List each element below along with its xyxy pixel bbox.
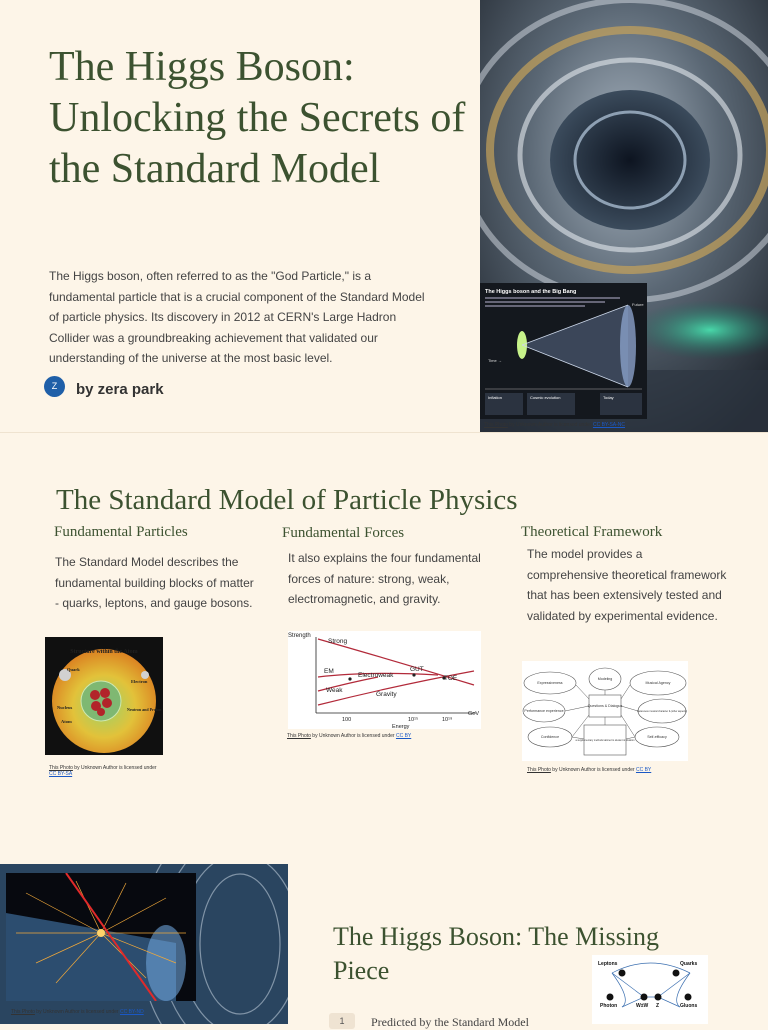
higgs-bigbang-inset [480, 283, 647, 419]
photo-credit-link[interactable]: This Photo [484, 422, 508, 428]
column-heading-particles: Fundamental Particles [54, 524, 188, 540]
photo-license-link[interactable]: CC BY-SA-NC [592, 422, 626, 428]
section-title: The Standard Model of Particle Physics [56, 484, 518, 516]
framework-diagram [522, 661, 688, 761]
atom-license-link[interactable]: CC BY-SA [49, 771, 73, 777]
framework-node-expressiveness: Expressiveness [537, 681, 563, 685]
feyn-label-quarks: Quarks [680, 961, 698, 967]
slide-divider [0, 432, 768, 433]
column-text-forces: It also explains the four fundamental forces of nature: strong, weak, electromagnetic, and gravity. [288, 551, 481, 606]
inset-label-cosmic: Cosmic evolution [530, 395, 561, 400]
list-item-number: 1 [329, 1013, 355, 1029]
photo-credit-text: by Unknown Author is licensed under [507, 422, 593, 428]
feyn-label-z: Z [656, 1003, 660, 1009]
framework-credit-link[interactable]: This Photo [527, 767, 551, 773]
feyn-label-gluons: Gluons [680, 1003, 698, 1009]
forces-unification-chart [288, 631, 481, 729]
event-photo-credit [11, 1009, 144, 1015]
photo-credit [484, 422, 625, 428]
event-credit-link[interactable]: This Photo [11, 1009, 35, 1015]
collision-event-image [6, 873, 196, 1001]
framework-photo-credit [527, 767, 651, 773]
column-text-framework: The model provides a comprehensive theoretical framework that has been extensively tested and validated by experimental evidence. [527, 547, 727, 623]
forces-license-link[interactable]: CC BY [395, 733, 412, 739]
atom-label-quark: Quark [67, 667, 80, 672]
forces-photo-credit [287, 733, 411, 739]
chart-label-em: EM [324, 668, 334, 675]
column-heading-forces: Fundamental Forces [282, 525, 405, 541]
chart-label-gravity: Gravity [376, 691, 397, 698]
framework-node-modeling: Modeling [597, 677, 613, 681]
atom-structure-image [45, 637, 163, 755]
feyn-label-photon: Photon [600, 1003, 618, 1009]
inset-label-today: Today [603, 395, 614, 400]
atom-title: Structure within the Atom [70, 649, 138, 655]
inset-title: The Higgs boson and the Big Bang [485, 289, 577, 295]
feynman-diagram [592, 955, 708, 1024]
feyn-label-leptons: Leptons [598, 961, 618, 967]
framework-node-confidence: Confidence [540, 735, 560, 739]
framework-credit-text: by Unknown Author is licensed under [550, 767, 636, 773]
forces-credit-text: by Unknown Author is licensed under [310, 733, 396, 739]
list-item: Predicted by the Standard Model [371, 1015, 529, 1029]
intro-paragraph: The Higgs boson, often referred to as the "God Particle," is a fundamental particle that is a crucial component of the Standard Model of particle physics. Its discovery in 2012 at CERN's Large Hadron Collider was a groundbreaking achievement that validated our understanding of the universe at the most basic level. [49, 269, 425, 365]
atom-label-electron: Electron [131, 679, 148, 684]
framework-node-agency: Musical Agency [645, 681, 671, 685]
inset-label-future: Future [632, 302, 644, 307]
event-license-link[interactable]: CC BY-ND [119, 1009, 144, 1015]
framework-node-awareness: Awareness musical character & (other aspects) [636, 710, 688, 713]
framework-node-performance: Performance experience [524, 709, 564, 713]
forces-credit-link[interactable]: This Photo [287, 733, 311, 739]
atom-label-np: Neutron and Proton [127, 707, 162, 712]
atom-credit-link[interactable]: This Photo [49, 765, 73, 771]
framework-license-link[interactable]: CC BY [635, 767, 652, 773]
framework-node-selfefficacy: Self-efficacy [647, 735, 667, 739]
chart-xlabel: Energy [392, 724, 410, 729]
slide-title: The Higgs Boson: Unlocking the Secrets of the Standard Model [49, 44, 466, 192]
framework-node-center: Questions & Dialogue [587, 704, 623, 708]
chart-unit: GeV [468, 711, 480, 717]
inset-label-inflation: Inflation [488, 395, 503, 400]
chart-label-electroweak: Electroweak [358, 672, 394, 679]
column-text-particles: The Standard Model describes the fundamental building blocks of matter - quarks, leptons, and gauge bosons. [55, 555, 254, 610]
atom-credit-text: by Unknown Author is licensed under [72, 765, 157, 771]
framework-node-methods: a supplementary methods tailored to student & situation [575, 739, 635, 742]
chart-ylabel: Strength [288, 633, 311, 639]
chart-tick-1: 100 [342, 717, 352, 723]
atom-label-atom: Atom [61, 719, 72, 724]
chart-label-gut: GUT [410, 666, 424, 673]
chart-label-weak: Weak [326, 687, 343, 694]
event-credit-text: by Unknown Author is licensed under [34, 1009, 120, 1015]
atom-photo-credit [49, 765, 159, 777]
chart-tick-3: 10¹⁹ [442, 717, 453, 723]
feyn-label-ww: W±W [636, 1003, 649, 1009]
column-heading-framework: Theoretical Framework [521, 524, 663, 540]
chart-label-toe: TOE [444, 675, 458, 682]
atom-label-nucleus: Nucleus [57, 705, 73, 710]
chart-tick-2: 10¹⁵ [408, 717, 419, 723]
inset-label-time: Time → [488, 358, 502, 363]
section-title-higgs: The Higgs Boson: The Missing Piece [333, 922, 659, 985]
avatar[interactable]: Z [44, 376, 65, 397]
author-name: by zera park [76, 381, 164, 398]
chart-label-strong: Strong [328, 638, 348, 645]
